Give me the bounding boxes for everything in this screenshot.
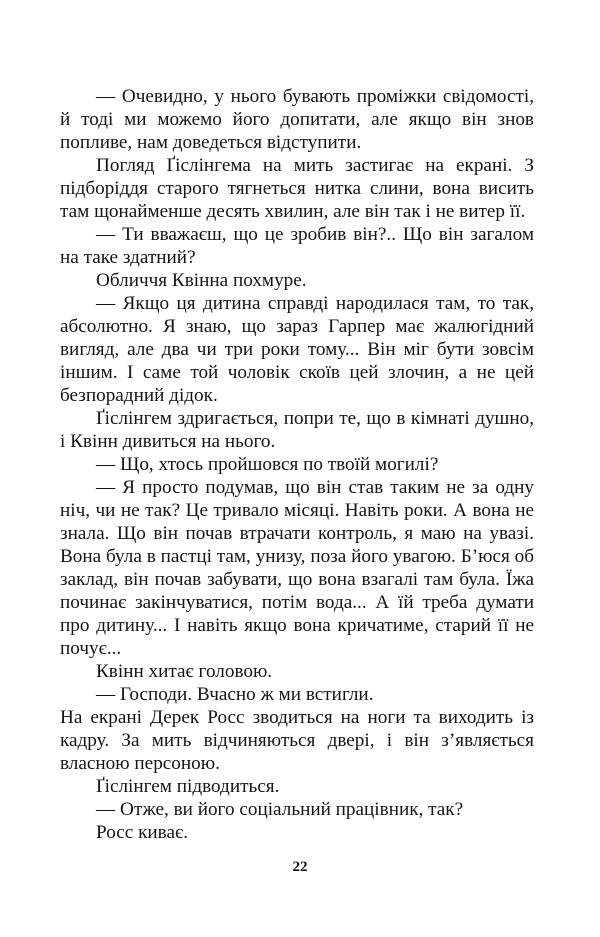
paragraph: — Якщо ця дитина справді народилася там, то так, абсолютно. Я знаю, що зараз Гарпер має жалюгідний вигляд, але два чи три роки тому... Він міг бути зовсім іншим. І саме той чоловік скоїв цей злочин, а не цей безпорадний дідок. xyxy=(60,293,534,406)
paragraph: Погляд Ґіслінгема на мить застигає на екрані. З підборіддя старого тягнеться нитка слини, вона висить там щонайменше десять хвилин, але він так і не витер її. xyxy=(60,155,534,222)
paragraph: Росс киває. xyxy=(96,822,189,843)
paragraph: Ґіслінгем здригається, попри те, що в кімнаті душно, і Квінн дивиться на нього. xyxy=(60,408,534,452)
paragraph: Ґіслінгем підводиться. xyxy=(96,776,280,797)
paragraph: — Ти вважаєш, що це зробив він?.. Що він загалом на таке здатний? xyxy=(60,224,534,268)
paragraph: — Що, хтось пройшовся по твоїй могилі? xyxy=(96,454,439,475)
paragraph: Обличчя Квінна похмуре. xyxy=(96,270,307,291)
section-first-paragraph: На екрані Дерек Росс зводиться на ноги та виходить із кадру. За мить відчиняються двері, і він з’являється власною персоною. xyxy=(60,707,534,774)
page-number: 22 xyxy=(292,859,308,875)
section-after-break xyxy=(60,706,534,844)
paragraph: Квінн хитає головою. xyxy=(96,661,273,682)
main-text-block xyxy=(60,85,534,706)
paragraph: — Я просто подумав, що він став таким не за одну ніч, чи не так? Це тривало місяці. Навіть роки. А вона не знала. Що він почав втрачати контроль, я маю на увазі. Вона була в пастці там, унизу, поза його увагою. Б’юся об заклад, він почав забувати, що вона взагалі там була. Їжа починає закінчуватися, потім вода... А їй треба думати про дитину... І навіть якщо вона кричатиме, старий її не почує... xyxy=(60,477,534,659)
paragraph: — Господи. Вчасно ж ми встигли. xyxy=(96,684,374,705)
paragraph: — Очевидно, у нього бувають проміжки свідомості, й тоді ми можемо його допитати, але якщо він знов попливе, нам доведеться відступити. xyxy=(60,86,534,153)
paragraph: — Отже, ви його соціальний працівник, так? xyxy=(96,799,464,820)
